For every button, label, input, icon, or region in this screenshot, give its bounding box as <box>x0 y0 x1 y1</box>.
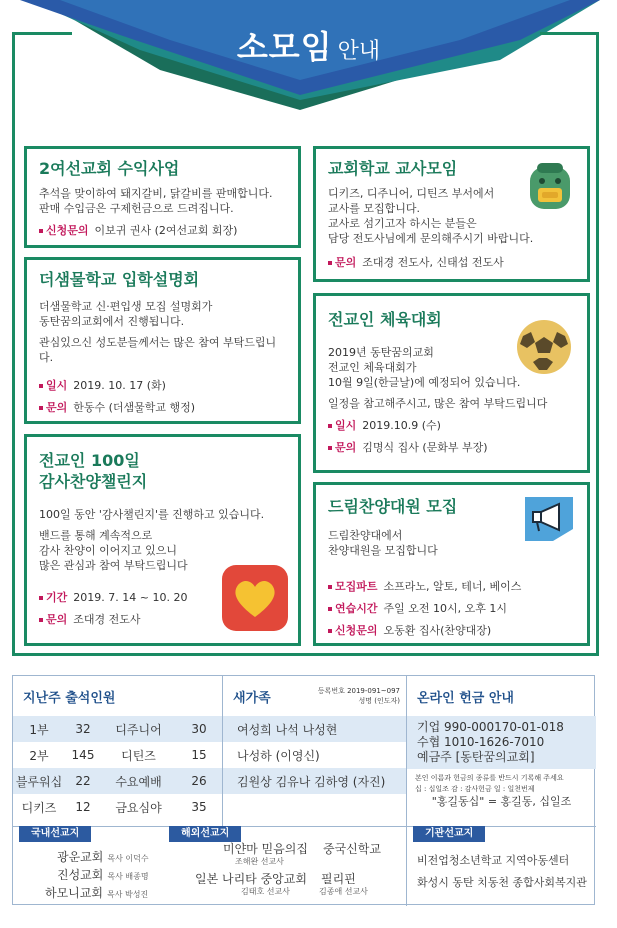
table-row: 2부 145 디틴즈 15 <box>29 748 207 763</box>
event-title: 드림찬양대원 모집 <box>328 497 458 516</box>
event-title: 더샘물학교 입학설명회 <box>39 270 200 289</box>
list-item: 진성교회 목사 배종명 <box>57 868 149 882</box>
event-desc: 판매 수입금은 구제헌금으로 드려집니다. <box>39 201 234 215</box>
list-item: 중국신학교 <box>323 842 381 856</box>
registration-info: 등록번호 2019-091~097 성명 (인도자) <box>317 687 400 705</box>
table-row: 블루워십 22 수요예배 26 <box>13 768 222 794</box>
list-item: 화성시 동탄 치동천 종합사회복지관 <box>417 876 587 889</box>
table-row: 디키즈 12 금요심야 35 <box>21 800 207 815</box>
event-teachers <box>313 146 590 282</box>
weekly-info-table <box>12 675 595 905</box>
event-desc: 드림찬양대에서 <box>328 528 403 542</box>
list-item: 비전업청소년학교 지역아동센터 <box>417 854 570 867</box>
event-period: 기간 2019. 7. 14 ~ 10. 20 <box>39 587 286 609</box>
offering-section <box>407 676 596 826</box>
event-inquiry: 신청문의 이보귀 권사 (2여선교회 회장) <box>39 220 286 242</box>
list-item: 필리핀 <box>321 872 356 886</box>
event-apply: 신청문의 오동환 집사(찬양대장) <box>328 620 575 642</box>
missionary-name: 조해완 선교사 <box>235 857 284 866</box>
missionary-name: 김종애 선교사 <box>319 887 368 896</box>
event-inquiry: 문의 조대경 전도사, 신태섭 전도사 <box>328 252 575 274</box>
event-inquiry: 문의 김명식 집사 (문화부 부장) <box>328 437 575 459</box>
page-title: 소모임 안내 <box>236 28 381 66</box>
megaphone-icon <box>525 497 573 541</box>
event-school <box>24 257 301 424</box>
list-item: 나성하 (이영신) <box>237 748 320 763</box>
domestic-missions-title: 국내선교지 <box>19 826 91 842</box>
soccer-ball-icon <box>515 318 573 376</box>
event-desc: 동탄꿈의교회에서 진행됩니다. <box>39 314 185 328</box>
event-desc: 교사로 섬기고자 하시는 분들은 <box>328 216 477 230</box>
event-sports <box>313 293 590 473</box>
frame-top-right <box>540 32 599 35</box>
account-line: 수협 1010-1626-7010 <box>417 735 545 749</box>
event-desc: 2019년 동탄꿈의교회 <box>328 345 434 359</box>
account-line: 기업 990-000170-01-018 <box>417 720 564 734</box>
list-item: 여성희 나석 나성현 <box>223 716 406 742</box>
bank-accounts <box>407 716 596 769</box>
event-desc: 디키즈, 디주니어, 디틴즈 부서에서 <box>328 186 495 200</box>
event-title-2: 감사찬양챌린지 <box>39 471 148 491</box>
overseas-missions-title: 해외선교지 <box>169 826 241 842</box>
event-yeosung <box>24 146 301 248</box>
new-family-title: 새가족 <box>233 690 271 706</box>
event-desc: 일정을 참고해주시고, 많은 참여 부탁드립니다 <box>328 396 548 410</box>
event-desc: 많은 관심과 참여 부탁드립니다 <box>39 558 188 572</box>
event-date: 일시 2019.10.9 (수) <box>328 415 575 437</box>
event-desc: 교사를 모집합니다. <box>328 201 421 215</box>
event-title: 전교인 100일 <box>39 451 140 470</box>
event-choir <box>313 482 590 646</box>
frame-top-left <box>12 32 72 35</box>
overseas-missions <box>163 826 407 906</box>
event-desc: 밴드를 통해 계속적으로 <box>39 528 153 542</box>
list-item: 일본 나리타 중앙교회 <box>195 872 307 886</box>
attendance-section <box>13 676 222 826</box>
event-desc: 더샘물학교 신·편입생 모집 설명회가 <box>39 299 213 313</box>
event-part: 모집파트 소프라노, 알토, 테너, 베이스 <box>328 576 575 598</box>
list-item: 광운교회 목사 이덕수 <box>57 850 149 864</box>
offering-note: 본인 이름과 헌금의 종류를 반드시 기록해 주세요 십 : 십일조 감 : 감사헌금 일 : 일천번제 "홍길동십" = 홍길동, 십일조 <box>407 769 596 813</box>
event-desc: 10월 9일(한글날)에 예정되어 있습니다. <box>328 375 521 389</box>
new-family-header <box>223 676 406 716</box>
account-line: 예금주 [동탄꿈의교회] <box>417 750 535 764</box>
list-item-empty <box>223 794 406 820</box>
event-title: 2여선교회 수익사업 <box>39 159 180 178</box>
event-desc: 100일 동안 '감사챌린지'를 진행하고 있습니다. <box>39 507 265 521</box>
heart-app-icon <box>222 565 288 631</box>
event-desc: 찬양대원을 모집합니다 <box>328 543 438 557</box>
event-desc: 전교인 체육대회가 <box>328 360 417 374</box>
agency-missions <box>407 826 596 906</box>
domestic-missions <box>13 826 163 906</box>
event-desc: 담당 전도사님에게 문의해주시기 바랍니다. <box>328 231 534 245</box>
attendance-table <box>13 716 222 820</box>
event-desc: 추석을 맞이하여 돼지갈비, 닭갈비를 판매합니다. <box>39 186 273 200</box>
event-inquiry: 문의 조대경 전도사 <box>39 609 286 631</box>
event-desc: 관심있으신 성도분들께서는 많은 참여 부탁드립니다. <box>39 335 277 364</box>
missionary-name: 김태호 선교사 <box>241 887 290 896</box>
event-inquiry: 문의 한동수 (더샘물학교 행정) <box>39 397 286 419</box>
agency-missions-title: 기관선교지 <box>413 826 485 842</box>
list-item: 김원상 김유나 김하영 (자진) <box>223 768 406 794</box>
offering-title: 온라인 헌금 안내 <box>417 690 514 706</box>
list-item: 미얀마 믿음의집 <box>223 842 308 856</box>
backpack-icon <box>527 161 573 211</box>
offering-example: "홍길동십" = 홍길동, 십일조 <box>431 795 572 808</box>
table-row: 1부 32 디주니어 30 <box>13 716 222 742</box>
event-date: 일시 2019. 10. 17 (화) <box>39 375 286 397</box>
list-item: 하모니교회 목사 박성진 <box>45 886 149 900</box>
attendance-title: 지난주 출석인원 <box>23 690 116 706</box>
event-title: 전교인 체육대회 <box>328 310 442 329</box>
event-title: 교회학교 교사모임 <box>328 159 458 178</box>
event-desc: 감사 찬양이 이어지고 있으니 <box>39 543 178 557</box>
event-practice: 연습시간 주일 오전 10시, 오후 1시 <box>328 598 575 620</box>
new-family-section <box>223 676 406 826</box>
event-challenge <box>24 434 301 646</box>
